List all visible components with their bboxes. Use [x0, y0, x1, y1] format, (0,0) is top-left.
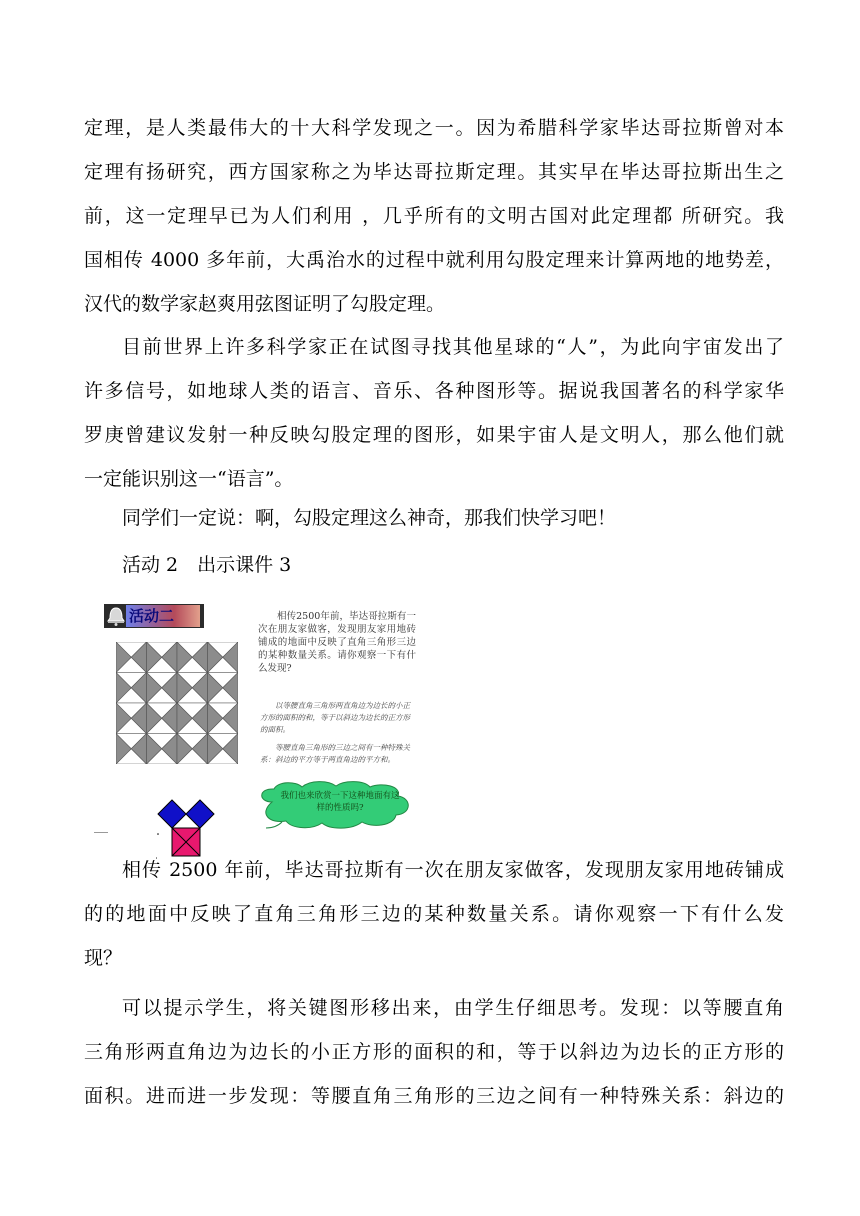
slide-story-text: 相传2500年前，毕达哥拉斯有一次在朋友家做客，发现朋友家用地砖铺成的地面中反映了直角三角形三边的某种数量关系。请你观察一下有什么发现? [258, 611, 416, 674]
paragraph-aliens [84, 325, 784, 501]
paragraph-story [84, 848, 784, 980]
text-line: 面积。进而进一步发现：等腰直角三角形的三边之间有一种特殊关系：斜边的 [84, 1085, 784, 1107]
text-line: 罗庚曾建议发射一种反映勾股定理的图形，如果宇宙人是文明人，那么他们就 [84, 424, 784, 446]
text-line: 定理有扬研究，西方国家称之为毕达哥拉斯定理。其实早在毕达哥拉斯出生之 [84, 161, 784, 183]
text-line: 的的地面中反映了直角三角形三边的某种数量关系。请你观察一下有什么发 [84, 903, 784, 925]
slide-discovery-note: 以等腰直角三角形两直角边为边长的小正方形的面积的和，等于以斜边为边长的正方形的面积。 [260, 701, 410, 734]
text-line: 同学们一定说：啊，勾股定理这么神奇，那我们快学习吧！ [122, 507, 617, 529]
cloud-text: 我们也来欣赏一下这种地面有这样的性质吗? [280, 791, 400, 813]
activity-badge-label: 活动二 [126, 605, 200, 627]
text-line: 三角形两直角边为边长的小正方形的面积的和，等于以斜边为边长的正方形的 [84, 1041, 784, 1063]
text-line: 一定能识别这一“语言”。 [84, 468, 294, 490]
text-line: 定理，是人类最伟大的十大科学发现之一。因为希腊科学家毕达哥拉斯曾对本 [84, 117, 784, 139]
text-line: 现？ [84, 947, 123, 969]
text-line: 汉代的数学家赵爽用弦图证明了勾股定理。 [84, 293, 446, 315]
bell-icon [107, 606, 125, 626]
text-line: 前，这一定理早已为人们利用 ，几乎所有的文明古国对此定理都 所研究。我 [84, 205, 784, 227]
text-line: 许多信号，如地球人类的语言、音乐、各种图形等。据说我国著名的科学家华 [84, 380, 784, 402]
courseware-slide-image [96, 596, 426, 846]
divider-dash [94, 832, 108, 833]
paragraph-pythagoras-history [84, 106, 784, 326]
activity-heading: 活动 2 出示课件 3 [122, 554, 292, 576]
floor-tile-pattern [116, 642, 238, 764]
text-line: 相传 2500 年前，毕达哥拉斯有一次在朋友家做客，发现朋友家用地砖铺成 [122, 859, 784, 881]
slide-relation-note: 等腰直角三角形的三边之间有一种特殊关系：斜边的平方等于两直角边的平方和。 [260, 743, 410, 764]
paragraph-discovery [84, 986, 784, 1118]
paragraph-students [84, 496, 784, 540]
text-line: 可以提示学生，将关键图形移出来，由学生仔细思考。发现：以等腰直角 [122, 997, 784, 1019]
text-line: 国相传 4000 多年前，大禹治水的过程中就利用勾股定理来计算两地的地势差， [84, 249, 784, 271]
activity-badge [104, 604, 204, 628]
text-line: 目前世界上许多科学家正在试图寻找其他星球的“人”，为此向宇宙发出了 [122, 336, 784, 358]
